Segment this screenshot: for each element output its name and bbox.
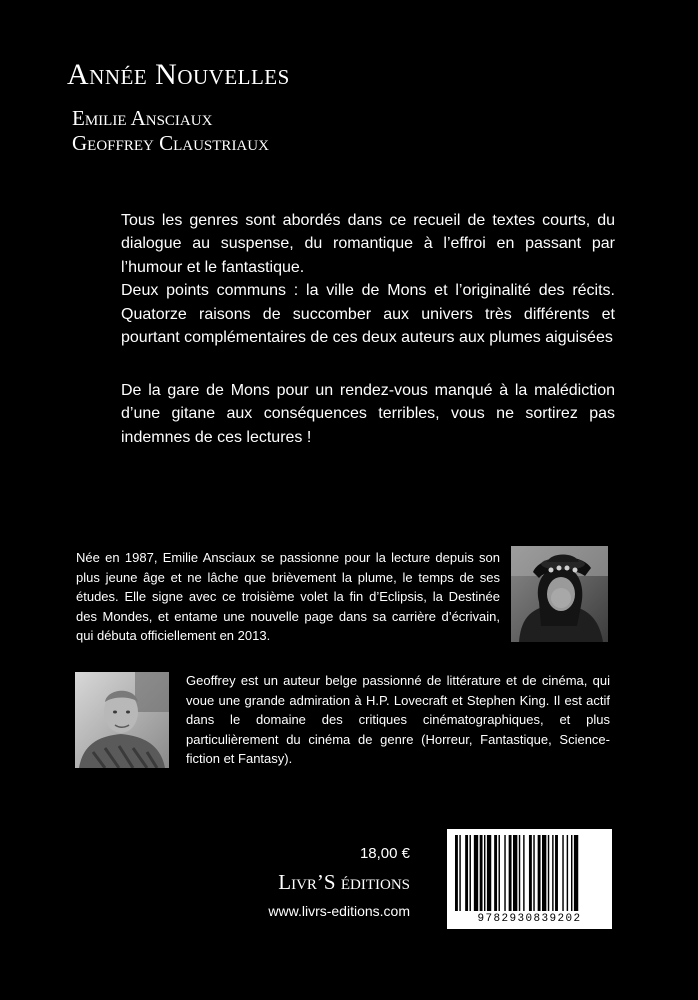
barcode-bar bbox=[529, 835, 532, 911]
emilie-photo bbox=[511, 546, 608, 642]
barcode-bar bbox=[459, 835, 460, 911]
isbn-barcode bbox=[447, 829, 612, 929]
blurb-paragraph-1: Tous les genres sont abordés dans ce recueil de textes courts, du dialogue au suspense, du romantique à l’effroi en passant par l’humour et le fantastique. bbox=[121, 212, 615, 276]
barcode-bar bbox=[499, 835, 500, 911]
blurb-section-2 bbox=[121, 379, 615, 449]
barcode-bar bbox=[509, 835, 512, 911]
book-title: Année Nouvelles bbox=[67, 58, 290, 91]
author-name-2: Geoffrey Claustriaux bbox=[72, 131, 269, 155]
barcode-bar bbox=[562, 835, 563, 911]
barcode-bar bbox=[465, 835, 468, 911]
barcode-bar bbox=[487, 835, 491, 911]
barcode-bar bbox=[533, 835, 534, 911]
barcode-bar bbox=[552, 835, 553, 911]
bio-emilie-text: Née en 1987, Emilie Ansciaux se passionne pour la lecture depuis son plus jeune âge et ne lâche que brièvement la plume, le temps de ses études. Elle signe avec ce troisième volet la fin d’Eclipsis, la Destinée des Mondes, et entame une nouvelle page dans sa carrière d’écrivain, qui débuta officiellement en 2013. bbox=[76, 550, 500, 643]
publisher-website: www.livrs-editions.com bbox=[268, 903, 410, 919]
blurb-section-1 bbox=[121, 209, 615, 349]
barcode-bar bbox=[519, 835, 520, 911]
geoffrey-photo bbox=[75, 672, 169, 768]
bio-geoffrey bbox=[186, 671, 610, 769]
isbn-digits: 9782930839202 bbox=[477, 913, 582, 925]
barcode-bar bbox=[494, 835, 497, 911]
barcode-bar bbox=[455, 835, 458, 911]
barcode-bar bbox=[567, 835, 568, 911]
barcode-bar bbox=[571, 835, 572, 911]
price: 18,00 € bbox=[359, 845, 410, 862]
publisher-name: Livr’S éditions bbox=[278, 870, 410, 894]
author-name-1: Emilie Ansciaux bbox=[72, 106, 213, 130]
barcode-bar bbox=[555, 835, 558, 911]
bio-emilie bbox=[76, 548, 500, 646]
barcode-bar bbox=[470, 835, 471, 911]
bio-geoffrey-text: Geoffrey est un auteur belge passionné de littérature et de cinéma, qui voue une grande admiration à H.P. Lovecraft et Stephen King. Il est actif dans le domaine des critiques cinématographiques, et plus particulièrement du cinéma de genre (Horreur, Fantastique, Science-fiction et Fantasy). bbox=[186, 673, 610, 766]
barcode-bar bbox=[480, 835, 483, 911]
barcode-bar bbox=[538, 835, 541, 911]
barcode-bar bbox=[523, 835, 524, 911]
barcode-bar bbox=[504, 835, 505, 911]
barcode-bar bbox=[484, 835, 485, 911]
barcode-bar bbox=[542, 835, 546, 911]
blurb-paragraph-3: De la gare de Mons pour un rendez-vous manqué à la malédiction d’une gitane aux conséquences terribles, vous ne sortirez pas indemnes de ces lectures ! bbox=[121, 382, 615, 446]
blurb-paragraph-2: Deux points communs : la ville de Mons et l’originalité des récits. Quatorze raisons de succomber aux univers très différents et pourtant complémentaires de ces deux auteurs aux plumes aiguisées bbox=[121, 282, 615, 347]
barcode-bar bbox=[548, 835, 549, 911]
barcode-bar bbox=[574, 835, 578, 911]
barcode-bar bbox=[474, 835, 478, 911]
barcode-bar bbox=[513, 835, 517, 911]
